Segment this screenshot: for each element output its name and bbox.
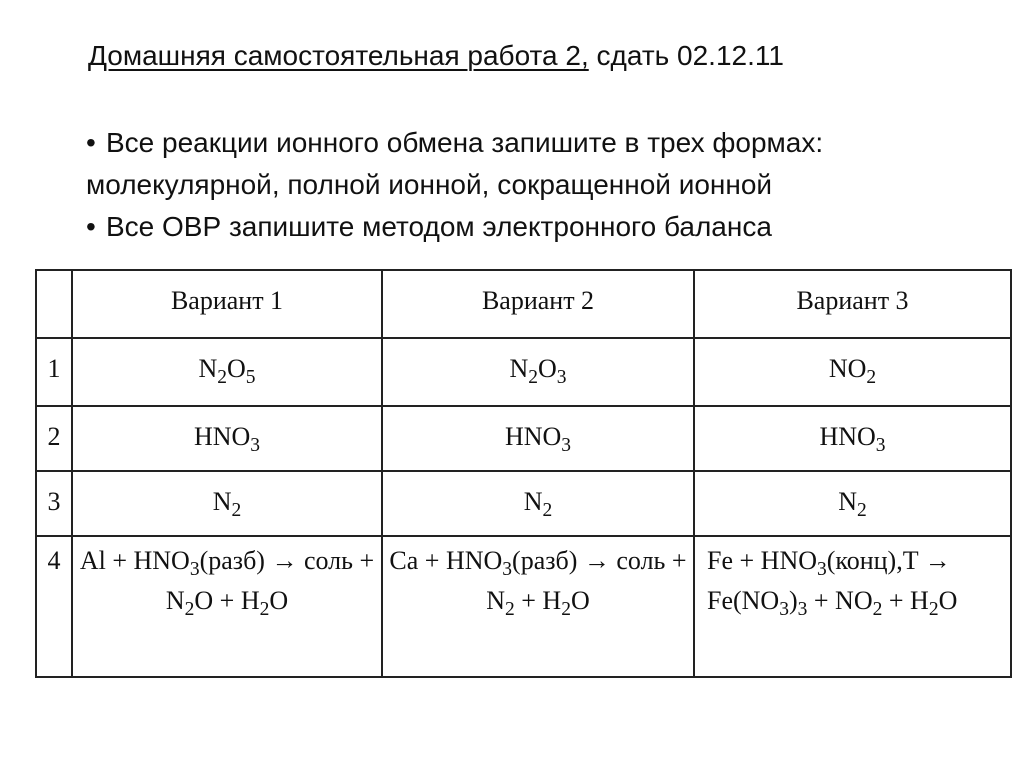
- formula-cell: $N_2$: [382, 471, 694, 536]
- reaction-cell: $Al + HNO_3(разб)$ → соль + $N_2O + H_2O$: [72, 536, 382, 677]
- assignment-title: [88, 38, 784, 74]
- instructions-block: [86, 122, 823, 248]
- reaction-cell: $Ca + HNO_3(разб)$ → соль + $N_2 + H_2O$: [382, 536, 694, 677]
- instruction-item-2-text: Все ОВР запишите методом электронного баланса: [106, 211, 772, 242]
- reaction-cell: $Fe + HNO_3(конц),T \to Fe(NO_3)_3 + NO_2 + H_2O$: [694, 536, 1011, 677]
- instruction-item-1: [86, 122, 823, 164]
- formula-cell: $N_2O_5$: [72, 338, 382, 406]
- row-number: 1: [36, 338, 72, 406]
- assignment-due-date: сдать 02.12.11: [588, 40, 784, 71]
- column-header-variant-1: Вариант 1: [72, 270, 382, 338]
- table-row: [36, 536, 1011, 677]
- instruction-item-2: [86, 206, 823, 248]
- table-row: [36, 338, 1011, 406]
- row-number: 4: [36, 536, 72, 677]
- instruction-item-1-line-1: Все реакции ионного обмена запишите в трех формах:: [106, 127, 824, 158]
- instruction-item-1-line-2: молекулярной, полной ионной, сокращенной ионной: [86, 169, 773, 200]
- formula-cell: $N_2O_3$: [382, 338, 694, 406]
- table-header-row: [36, 270, 1011, 338]
- row-number: 2: [36, 406, 72, 471]
- formula-cell: $HNO_3$: [694, 406, 1011, 471]
- bullet-icon: •: [86, 211, 96, 242]
- table-row: [36, 406, 1011, 471]
- assignment-title-underlined: Домашняя самостоятельная работа 2,: [88, 40, 589, 71]
- formula-cell: $HNO_3$: [382, 406, 694, 471]
- formula-cell: $N_2$: [694, 471, 1011, 536]
- table-corner-cell: [36, 270, 72, 338]
- formula-cell: $HNO_3$: [72, 406, 382, 471]
- column-header-variant-2: Вариант 2: [382, 270, 694, 338]
- bullet-icon: •: [86, 127, 96, 158]
- row-number: 3: [36, 471, 72, 536]
- column-header-variant-3: Вариант 3: [694, 270, 1011, 338]
- formula-cell: $NO_2$: [694, 338, 1011, 406]
- table-row: [36, 471, 1011, 536]
- variants-table: [35, 269, 1012, 678]
- formula-cell: $N_2$: [72, 471, 382, 536]
